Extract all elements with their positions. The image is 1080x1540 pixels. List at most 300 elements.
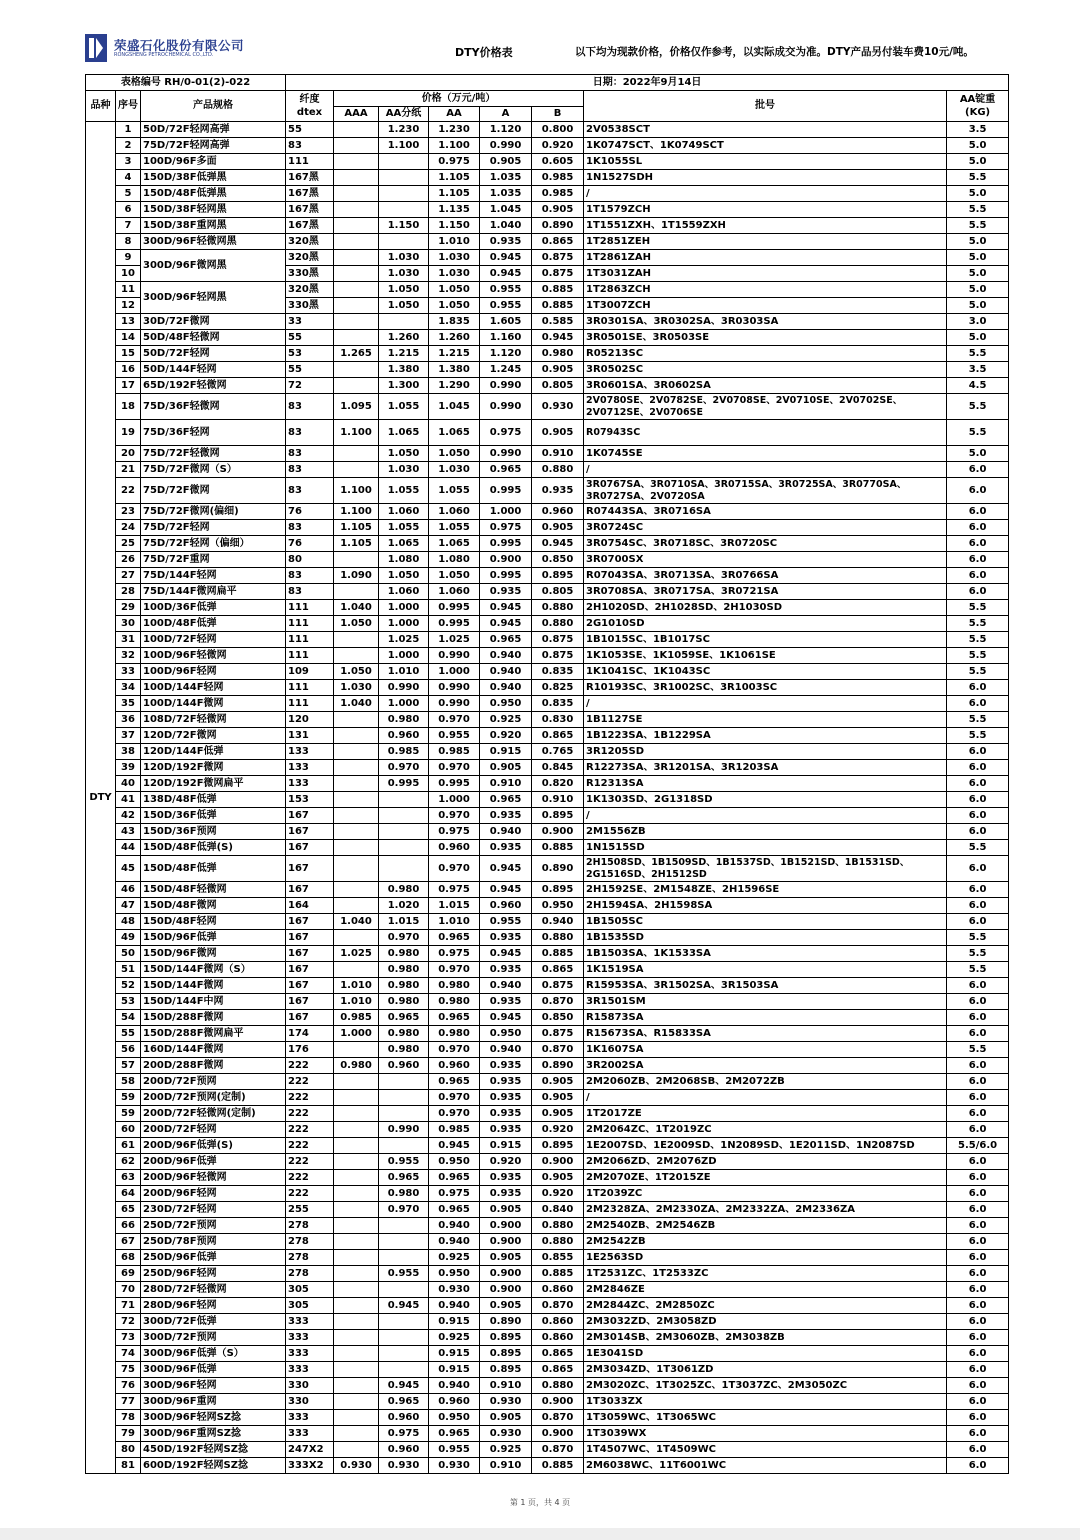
table-row bbox=[86, 346, 1009, 362]
price-a-cell: 0.900 bbox=[480, 1282, 532, 1298]
price-b-cell: 0.885 bbox=[532, 298, 584, 314]
aa-weight-cell: 6.0 bbox=[947, 1234, 1009, 1250]
price-b-cell: 0.905 bbox=[532, 520, 584, 536]
table-row bbox=[86, 250, 1009, 266]
price-aaa-cell bbox=[334, 1330, 379, 1346]
price-aa-cell: 1.060 bbox=[429, 584, 480, 600]
table-row bbox=[86, 1090, 1009, 1106]
batch-cell: R05213SC bbox=[584, 346, 947, 362]
price-aa-split-cell: 0.980 bbox=[379, 712, 429, 728]
aa-weight-cell: 5.5/6.0 bbox=[947, 1138, 1009, 1154]
spec-cell: 100D/96F轻微网 bbox=[141, 648, 286, 664]
price-aa-cell: 0.980 bbox=[429, 994, 480, 1010]
seq-cell: 6 bbox=[116, 202, 141, 218]
price-b-cell: 0.860 bbox=[532, 1330, 584, 1346]
price-a-cell: 0.905 bbox=[480, 154, 532, 170]
price-a-cell: 0.940 bbox=[480, 664, 532, 680]
table-row bbox=[86, 1202, 1009, 1218]
page-footer: 第 1 页，共 4 页 bbox=[509, 1498, 571, 1507]
seq-cell: 68 bbox=[116, 1250, 141, 1266]
seq-cell: 16 bbox=[116, 362, 141, 378]
aa-weight-cell: 6.0 bbox=[947, 1426, 1009, 1442]
batch-cell: 3R0301SA、3R0302SA、3R0303SA bbox=[584, 314, 947, 330]
price-a-cell: 0.995 bbox=[480, 568, 532, 584]
aa-weight-cell: 5.0 bbox=[947, 234, 1009, 250]
price-b-cell: 0.895 bbox=[532, 882, 584, 898]
price-b-cell: 0.905 bbox=[532, 362, 584, 378]
price-b-cell: 0.930 bbox=[532, 394, 584, 420]
col-fineness-header bbox=[286, 91, 334, 122]
aa-weight-cell: 5.5 bbox=[947, 632, 1009, 648]
price-aaa-cell bbox=[334, 744, 379, 760]
price-aaa-cell: 0.985 bbox=[334, 1010, 379, 1026]
price-b-cell: 0.905 bbox=[532, 1074, 584, 1090]
price-a-cell: 0.905 bbox=[480, 1250, 532, 1266]
spec-cell: 200D/96F低弹 bbox=[141, 1154, 286, 1170]
price-aa-split-cell: 1.000 bbox=[379, 648, 429, 664]
spec-cell: 300D/72F低弹 bbox=[141, 1314, 286, 1330]
dtex-cell: 320黑 bbox=[286, 250, 334, 266]
aa-weight-cell: 3.0 bbox=[947, 314, 1009, 330]
price-aa-split-cell: 1.300 bbox=[379, 378, 429, 394]
aa-weight-cell: 5.5 bbox=[947, 616, 1009, 632]
spec-cell: 200D/288F微网 bbox=[141, 1058, 286, 1074]
table-row bbox=[86, 1378, 1009, 1394]
price-a-cell: 0.935 bbox=[480, 808, 532, 824]
batch-cell: 1B1223SA、1B1229SA bbox=[584, 728, 947, 744]
batch-cell: 1K1519SA bbox=[584, 962, 947, 978]
table-row bbox=[86, 1234, 1009, 1250]
seq-cell: 11 bbox=[116, 282, 141, 298]
price-aa-split-cell: 1.025 bbox=[379, 632, 429, 648]
price-aa-split-cell bbox=[379, 170, 429, 186]
dtex-cell: 153 bbox=[286, 792, 334, 808]
batch-cell: 1B1505SC bbox=[584, 914, 947, 930]
price-aaa-cell bbox=[334, 1378, 379, 1394]
price-aaa-cell bbox=[334, 282, 379, 298]
seq-cell: 8 bbox=[116, 234, 141, 250]
price-a-cell: 1.120 bbox=[480, 346, 532, 362]
price-b-cell: 0.905 bbox=[532, 1090, 584, 1106]
price-aa-split-cell: 1.065 bbox=[379, 420, 429, 446]
dtex-cell: 174 bbox=[286, 1026, 334, 1042]
aa-weight-cell: 6.0 bbox=[947, 1170, 1009, 1186]
col-aaa-header: AAA bbox=[334, 107, 379, 122]
seq-cell: 12 bbox=[116, 298, 141, 314]
price-aa-cell: 0.960 bbox=[429, 1058, 480, 1074]
seq-cell: 30 bbox=[116, 616, 141, 632]
table-row bbox=[86, 1442, 1009, 1458]
dtex-cell: 305 bbox=[286, 1282, 334, 1298]
price-aaa-cell bbox=[334, 760, 379, 776]
seq-cell: 51 bbox=[116, 962, 141, 978]
price-aa-cell: 0.970 bbox=[429, 760, 480, 776]
price-b-cell: 0.895 bbox=[532, 568, 584, 584]
price-b-cell: 0.870 bbox=[532, 1442, 584, 1458]
batch-cell: 1T2863ZCH bbox=[584, 282, 947, 298]
seq-cell: 43 bbox=[116, 824, 141, 840]
price-aa-split-cell: 1.080 bbox=[379, 552, 429, 568]
spec-cell: 50D/144F轻网 bbox=[141, 362, 286, 378]
batch-cell: 2H1508SD、1B1509SD、1B1537SD、1B1521SD、1B1531SD、2G1516SD、2H1512SD bbox=[584, 856, 947, 882]
aa-weight-cell: 6.0 bbox=[947, 760, 1009, 776]
batch-cell: 1N1527SDH bbox=[584, 170, 947, 186]
price-aa-split-cell bbox=[379, 824, 429, 840]
dtex-cell: 80 bbox=[286, 552, 334, 568]
price-aa-cell: 0.970 bbox=[429, 962, 480, 978]
dtex-cell: 222 bbox=[286, 1058, 334, 1074]
price-aa-cell: 0.915 bbox=[429, 1362, 480, 1378]
price-aa-split-cell: 1.215 bbox=[379, 346, 429, 362]
price-b-cell: 0.885 bbox=[532, 1266, 584, 1282]
dtex-cell: 55 bbox=[286, 122, 334, 138]
table-row bbox=[86, 856, 1009, 882]
price-aaa-cell bbox=[334, 1314, 379, 1330]
price-b-cell: 0.865 bbox=[532, 728, 584, 744]
price-a-cell: 0.905 bbox=[480, 1410, 532, 1426]
price-aa-split-cell: 0.980 bbox=[379, 946, 429, 962]
spec-cell: 138D/48F低弹 bbox=[141, 792, 286, 808]
aa-weight-cell: 6.0 bbox=[947, 1218, 1009, 1234]
seq-cell: 76 bbox=[116, 1378, 141, 1394]
batch-cell: 1B1127SE bbox=[584, 712, 947, 728]
col-aa-header: AA bbox=[429, 107, 480, 122]
dtex-cell: 55 bbox=[286, 330, 334, 346]
price-b-cell: 0.840 bbox=[532, 1202, 584, 1218]
spec-cell: 160D/144F微网 bbox=[141, 1042, 286, 1058]
batch-cell: 2M1556ZB bbox=[584, 824, 947, 840]
batch-cell: R10193SC、3R1002SC、3R1003SC bbox=[584, 680, 947, 696]
seq-cell: 45 bbox=[116, 856, 141, 882]
price-aa-cell: 1.010 bbox=[429, 914, 480, 930]
price-b-cell: 0.880 bbox=[532, 930, 584, 946]
price-aaa-cell bbox=[334, 1202, 379, 1218]
aa-weight-cell: 6.0 bbox=[947, 882, 1009, 898]
price-a-cell: 0.955 bbox=[480, 914, 532, 930]
price-aa-cell: 0.945 bbox=[429, 1138, 480, 1154]
price-aa-cell: 1.105 bbox=[429, 170, 480, 186]
spec-cell: 75D/72F重网 bbox=[141, 552, 286, 568]
table-row bbox=[86, 1106, 1009, 1122]
col-b-header: B bbox=[532, 107, 584, 122]
price-a-cell: 0.990 bbox=[480, 446, 532, 462]
price-aa-split-cell: 0.945 bbox=[379, 1378, 429, 1394]
document-title: DTY价格表 bbox=[455, 46, 513, 59]
batch-cell: 2M2328ZA、2M2330ZA、2M2332ZA、2M2336ZA bbox=[584, 1202, 947, 1218]
price-aa-cell: 1.055 bbox=[429, 478, 480, 504]
price-a-cell: 0.945 bbox=[480, 1010, 532, 1026]
batch-cell: 3R1501SM bbox=[584, 994, 947, 1010]
table-row bbox=[86, 478, 1009, 504]
seq-cell: 46 bbox=[116, 882, 141, 898]
price-table bbox=[85, 74, 1009, 1474]
price-aaa-cell bbox=[334, 250, 379, 266]
spec-cell: 150D/38F轻网黑 bbox=[141, 202, 286, 218]
dtex-cell: 131 bbox=[286, 728, 334, 744]
batch-cell: R12273SA、3R1201SA、3R1203SA bbox=[584, 760, 947, 776]
seq-cell: 73 bbox=[116, 1330, 141, 1346]
price-aaa-cell bbox=[334, 1298, 379, 1314]
price-aaa-cell: 1.265 bbox=[334, 346, 379, 362]
price-aaa-cell bbox=[334, 362, 379, 378]
aa-weight-cell: 6.0 bbox=[947, 1010, 1009, 1026]
seq-cell: 34 bbox=[116, 680, 141, 696]
aa-weight-cell: 5.5 bbox=[947, 840, 1009, 856]
price-aa-split-cell: 0.980 bbox=[379, 1026, 429, 1042]
batch-cell: 1K1607SA bbox=[584, 1042, 947, 1058]
spec-cell: 250D/78F预网 bbox=[141, 1234, 286, 1250]
table-row bbox=[86, 776, 1009, 792]
aa-weight-label: AA锭重 bbox=[959, 94, 996, 105]
price-b-cell: 0.905 bbox=[532, 420, 584, 446]
aa-weight-cell: 5.0 bbox=[947, 282, 1009, 298]
price-aa-cell: 0.930 bbox=[429, 1282, 480, 1298]
table-row bbox=[86, 520, 1009, 536]
price-aa-cell: 0.980 bbox=[429, 1026, 480, 1042]
dtex-cell: 330 bbox=[286, 1394, 334, 1410]
spec-cell: 150D/36F预网 bbox=[141, 824, 286, 840]
price-b-cell: 0.885 bbox=[532, 1458, 584, 1474]
aa-weight-cell: 5.5 bbox=[947, 962, 1009, 978]
price-aa-split-cell: 0.985 bbox=[379, 744, 429, 760]
table-row bbox=[86, 1010, 1009, 1026]
dtex-cell: 167 bbox=[286, 856, 334, 882]
price-aaa-cell bbox=[334, 792, 379, 808]
dtex-cell: 330黑 bbox=[286, 298, 334, 314]
price-aa-cell: 1.135 bbox=[429, 202, 480, 218]
table-row bbox=[86, 1042, 1009, 1058]
spec-cell: 150D/144F微网 bbox=[141, 978, 286, 994]
spec-cell: 150D/38F低弹黑 bbox=[141, 170, 286, 186]
aa-weight-cell: 6.0 bbox=[947, 978, 1009, 994]
seq-cell: 9 bbox=[116, 250, 141, 266]
aa-weight-cell: 6.0 bbox=[947, 1058, 1009, 1074]
batch-cell: 1B1535SD bbox=[584, 930, 947, 946]
price-aaa-cell bbox=[334, 898, 379, 914]
price-aa-cell: 0.965 bbox=[429, 1074, 480, 1090]
price-aa-split-cell: 1.030 bbox=[379, 250, 429, 266]
dtex-cell: 83 bbox=[286, 478, 334, 504]
seq-cell: 79 bbox=[116, 1426, 141, 1442]
dtex-cell: 278 bbox=[286, 1234, 334, 1250]
table-row bbox=[86, 446, 1009, 462]
batch-cell: 2M3032ZD、2M3058ZD bbox=[584, 1314, 947, 1330]
dtex-cell: 167黑 bbox=[286, 170, 334, 186]
spec-cell: 150D/48F轻微网 bbox=[141, 882, 286, 898]
dtex-cell: 278 bbox=[286, 1218, 334, 1234]
table-row bbox=[86, 978, 1009, 994]
col-variety-header: 品种 bbox=[86, 91, 116, 122]
price-a-cell: 0.995 bbox=[480, 478, 532, 504]
price-a-cell: 0.945 bbox=[480, 856, 532, 882]
price-aa-cell: 0.930 bbox=[429, 1458, 480, 1474]
price-aa-split-cell bbox=[379, 186, 429, 202]
price-aa-split-cell bbox=[379, 314, 429, 330]
seq-cell: 15 bbox=[116, 346, 141, 362]
aa-weight-cell: 5.5 bbox=[947, 346, 1009, 362]
batch-cell: 2V0538SCT bbox=[584, 122, 947, 138]
batch-cell: 1T2851ZEH bbox=[584, 234, 947, 250]
batch-cell: 1E2007SD、1E2009SD、1N2089SD、1E2011SD、1N2087SD bbox=[584, 1138, 947, 1154]
price-aa-cell: 0.965 bbox=[429, 1170, 480, 1186]
aa-weight-cell: 5.0 bbox=[947, 138, 1009, 154]
seq-cell: 67 bbox=[116, 1234, 141, 1250]
aa-weight-cell: 6.0 bbox=[947, 1298, 1009, 1314]
dtex-cell: 333 bbox=[286, 1346, 334, 1362]
price-b-cell: 0.935 bbox=[532, 478, 584, 504]
table-row bbox=[86, 202, 1009, 218]
price-aa-cell: 1.290 bbox=[429, 378, 480, 394]
seq-cell: 5 bbox=[116, 186, 141, 202]
price-aaa-cell bbox=[334, 840, 379, 856]
price-aa-split-cell bbox=[379, 1074, 429, 1090]
price-aaa-cell bbox=[334, 298, 379, 314]
price-aaa-cell bbox=[334, 202, 379, 218]
seq-cell: 63 bbox=[116, 1170, 141, 1186]
dtex-cell: 83 bbox=[286, 462, 334, 478]
batch-cell: 1T3033ZX bbox=[584, 1394, 947, 1410]
seq-cell: 19 bbox=[116, 420, 141, 446]
price-aaa-cell: 1.025 bbox=[334, 946, 379, 962]
batch-cell: 2M2540ZB、2M2546ZB bbox=[584, 1218, 947, 1234]
batch-cell: 3R0708SA、3R0717SA、3R0721SA bbox=[584, 584, 947, 600]
price-b-cell: 0.875 bbox=[532, 648, 584, 664]
price-aaa-cell bbox=[334, 1042, 379, 1058]
spec-cell: 120D/72F微网 bbox=[141, 728, 286, 744]
price-b-cell: 0.850 bbox=[532, 552, 584, 568]
spec-cell: 120D/192F微网 bbox=[141, 760, 286, 776]
seq-cell: 58 bbox=[116, 1074, 141, 1090]
aa-weight-cell: 6.0 bbox=[947, 584, 1009, 600]
batch-cell: 1K1041SC、1K1043SC bbox=[584, 664, 947, 680]
price-aa-cell: 0.975 bbox=[429, 882, 480, 898]
price-aa-split-cell: 1.055 bbox=[379, 520, 429, 536]
price-aa-cell: 1.015 bbox=[429, 898, 480, 914]
price-a-cell: 0.925 bbox=[480, 712, 532, 728]
price-aa-split-cell bbox=[379, 1314, 429, 1330]
price-aaa-cell bbox=[334, 1186, 379, 1202]
price-aaa-cell bbox=[334, 170, 379, 186]
dtex-cell: 222 bbox=[286, 1186, 334, 1202]
price-a-cell: 0.905 bbox=[480, 760, 532, 776]
table-row bbox=[86, 808, 1009, 824]
seq-cell: 24 bbox=[116, 520, 141, 536]
aa-weight-cell: 5.0 bbox=[947, 154, 1009, 170]
aa-weight-cell: 6.0 bbox=[947, 1026, 1009, 1042]
price-aa-cell: 0.950 bbox=[429, 1266, 480, 1282]
aa-weight-cell: 6.0 bbox=[947, 462, 1009, 478]
batch-cell: R07443SA、3R0716SA bbox=[584, 504, 947, 520]
price-aa-cell: 1.045 bbox=[429, 394, 480, 420]
price-aa-split-cell: 0.970 bbox=[379, 760, 429, 776]
price-b-cell: 0.875 bbox=[532, 266, 584, 282]
seq-cell: 28 bbox=[116, 584, 141, 600]
price-aa-cell: 1.065 bbox=[429, 420, 480, 446]
seq-cell: 64 bbox=[116, 1186, 141, 1202]
seq-cell: 78 bbox=[116, 1410, 141, 1426]
batch-cell: 2M2064ZC、1T2019ZC bbox=[584, 1122, 947, 1138]
variety-cell: DTY bbox=[86, 122, 116, 1474]
price-b-cell: 0.820 bbox=[532, 776, 584, 792]
batch-cell: / bbox=[584, 696, 947, 712]
price-a-cell: 0.965 bbox=[480, 792, 532, 808]
dtex-cell: 320黑 bbox=[286, 234, 334, 250]
price-aaa-cell bbox=[334, 462, 379, 478]
batch-cell: 3R0502SC bbox=[584, 362, 947, 378]
batch-cell: 2M2542ZB bbox=[584, 1234, 947, 1250]
price-aa-cell: 0.965 bbox=[429, 1202, 480, 1218]
price-b-cell: 0.875 bbox=[532, 632, 584, 648]
price-aa-split-cell: 0.970 bbox=[379, 1202, 429, 1218]
batch-cell: 1T2017ZE bbox=[584, 1106, 947, 1122]
aa-weight-cell: 6.0 bbox=[947, 1154, 1009, 1170]
aa-weight-cell: 5.0 bbox=[947, 266, 1009, 282]
batch-cell: 1B1015SC、1B1017SC bbox=[584, 632, 947, 648]
spec-cell: 75D/72F轻微网 bbox=[141, 446, 286, 462]
dtex-cell: 76 bbox=[286, 536, 334, 552]
dtex-cell: 333 bbox=[286, 1426, 334, 1442]
price-a-cell: 0.930 bbox=[480, 1426, 532, 1442]
spec-cell: 108D/72F轻微网 bbox=[141, 712, 286, 728]
aa-weight-cell: 6.0 bbox=[947, 1202, 1009, 1218]
spec-cell: 100D/48F低弹 bbox=[141, 616, 286, 632]
batch-cell: 2M2070ZE、1T2015ZE bbox=[584, 1170, 947, 1186]
price-aaa-cell bbox=[334, 962, 379, 978]
seq-cell: 69 bbox=[116, 1266, 141, 1282]
price-aa-split-cell: 0.960 bbox=[379, 1442, 429, 1458]
aa-weight-cell: 6.0 bbox=[947, 536, 1009, 552]
price-a-cell: 0.935 bbox=[480, 1122, 532, 1138]
price-aa-split-cell: 0.990 bbox=[379, 1122, 429, 1138]
price-b-cell: 0.890 bbox=[532, 856, 584, 882]
batch-cell: 2H1594SA、2H1598SA bbox=[584, 898, 947, 914]
price-aa-cell: 1.050 bbox=[429, 568, 480, 584]
company-logo bbox=[85, 34, 245, 64]
price-a-cell: 0.910 bbox=[480, 1458, 532, 1474]
seq-cell: 33 bbox=[116, 664, 141, 680]
price-aaa-cell bbox=[334, 1394, 379, 1410]
price-b-cell: 0.765 bbox=[532, 744, 584, 760]
price-aa-split-cell: 1.030 bbox=[379, 462, 429, 478]
col-spec-header: 产品规格 bbox=[141, 91, 286, 122]
dtex-cell: 111 bbox=[286, 648, 334, 664]
table-row bbox=[86, 680, 1009, 696]
price-aa-cell: 0.970 bbox=[429, 856, 480, 882]
price-aa-cell: 0.915 bbox=[429, 1314, 480, 1330]
price-aaa-cell: 1.010 bbox=[334, 994, 379, 1010]
price-a-cell: 0.955 bbox=[480, 298, 532, 314]
spec-cell: 150D/48F轻网 bbox=[141, 914, 286, 930]
aa-weight-cell: 3.5 bbox=[947, 362, 1009, 378]
price-b-cell: 0.895 bbox=[532, 808, 584, 824]
seq-cell: 55 bbox=[116, 1026, 141, 1042]
spec-cell: 150D/144F微网（S） bbox=[141, 962, 286, 978]
aa-weight-cell: 6.0 bbox=[947, 1394, 1009, 1410]
batch-cell: 2H1020SD、2H1028SD、2H1030SD bbox=[584, 600, 947, 616]
table-row bbox=[86, 1394, 1009, 1410]
aa-weight-cell: 6.0 bbox=[947, 994, 1009, 1010]
seq-cell: 62 bbox=[116, 1154, 141, 1170]
dtex-label: dtex bbox=[296, 107, 323, 118]
price-aa-cell: 1.000 bbox=[429, 792, 480, 808]
price-aa-split-cell: 1.015 bbox=[379, 914, 429, 930]
price-aaa-cell bbox=[334, 330, 379, 346]
price-aa-split-cell: 0.970 bbox=[379, 930, 429, 946]
price-aaa-cell: 1.090 bbox=[334, 568, 379, 584]
batch-cell: 1T2531ZC、1T2533ZC bbox=[584, 1266, 947, 1282]
batch-cell: / bbox=[584, 808, 947, 824]
spec-cell: 100D/144F微网 bbox=[141, 696, 286, 712]
